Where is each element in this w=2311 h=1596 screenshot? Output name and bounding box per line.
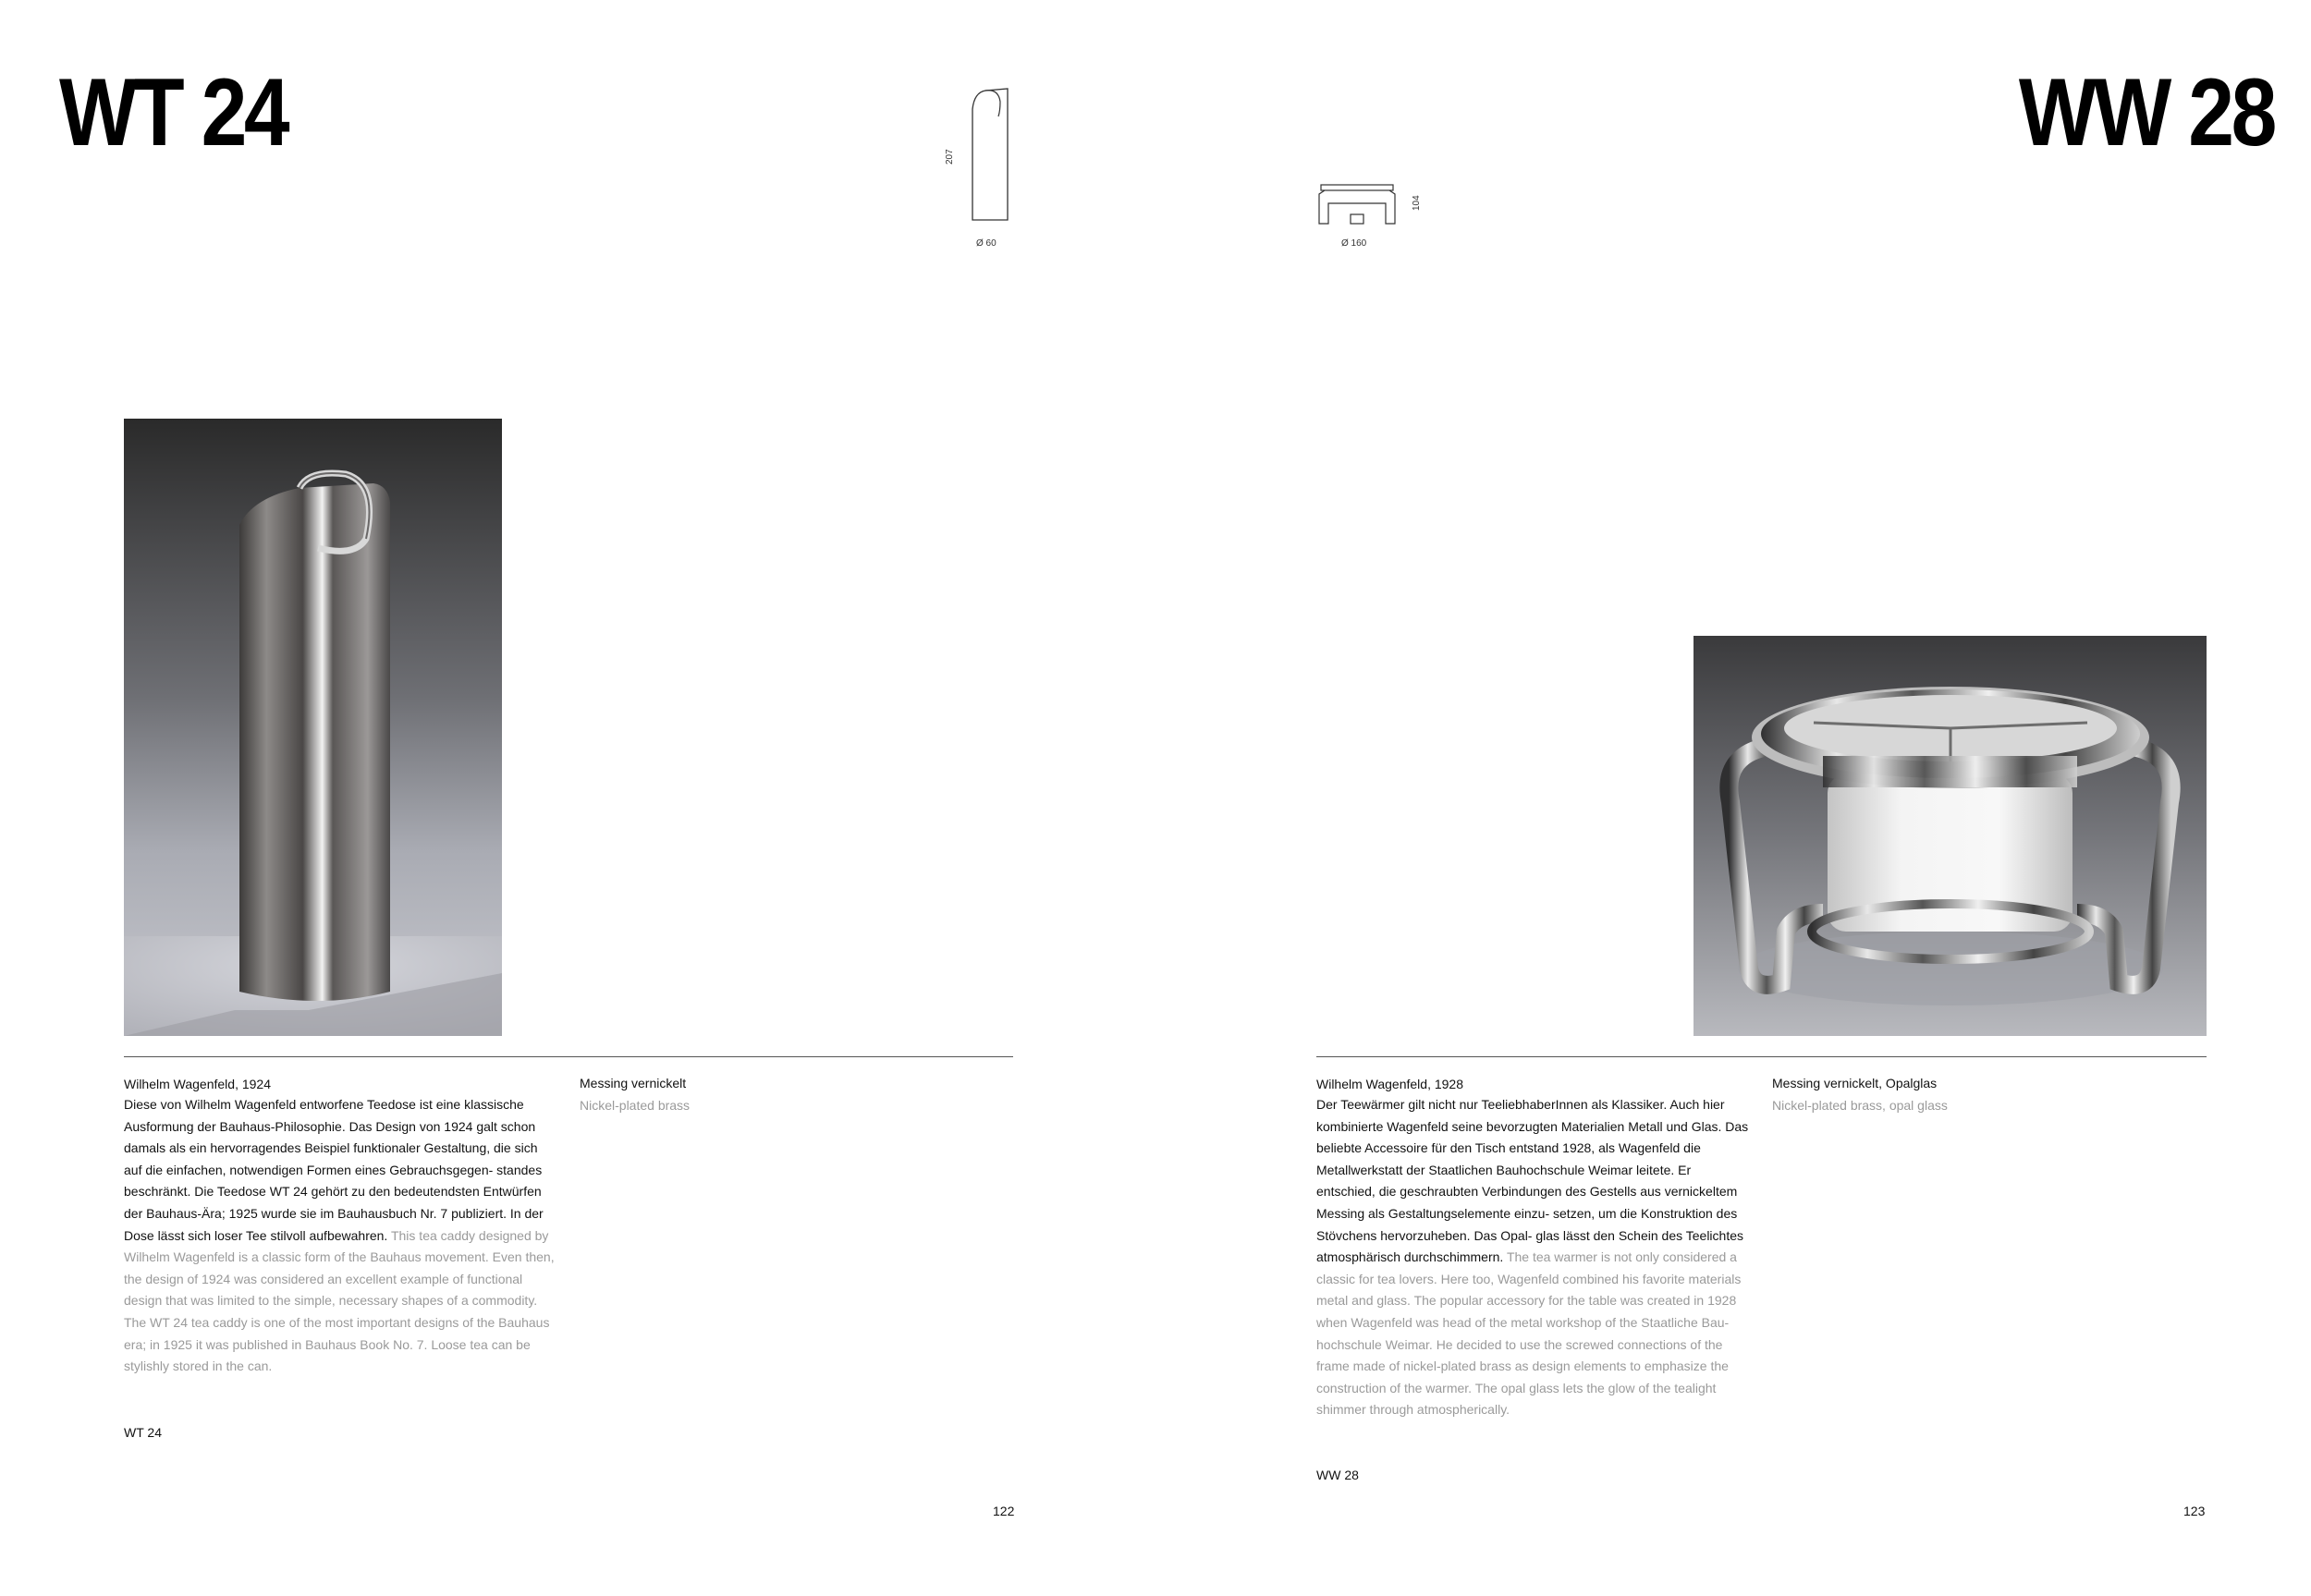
page-title: WT 24 <box>59 59 287 166</box>
tea-warmer-outline-icon <box>1315 181 1399 233</box>
sketch-height-label: 104 <box>1412 195 1422 211</box>
material-english: Nickel-plated brass <box>580 1097 691 1113</box>
sketch-height-label: 207 <box>945 149 955 164</box>
material-info <box>1772 1073 1948 1116</box>
description-english: The tea warmer is not only considered a classic for tea lovers. Here too, Wagenfeld combined his favorite materials metal and glass. The popular accessory for the table was created in 1928 when Wagenfeld was head of the metal workshop of the Staatliche Bau- hochschule Weimar. He decided to use the screwed connections of the frame made of nickel-plated brass as design elements to emphasize the construction of the warmer. The opal glass lets the glow of the tealight shimmer through atmospherically. <box>1316 1249 1742 1418</box>
page-number: 123 <box>2183 1504 2206 1518</box>
description-english: This tea caddy designed by Wilhelm Wagenfeld is a classic form of the Bauhaus movement. Even then, the design of 1924 was considered an excellent example of functional design that was limited to the simple, necessary shapes of a commodity. The WT 24 tea caddy is one of the most important designs of the Bauhaus era; in 1925 it was published in Bauhaus Book No. 7. Loose tea can be stylishly stored in the can. <box>124 1227 555 1374</box>
product-sketch <box>1315 181 1399 233</box>
material-german: Messing vernickelt, Opalglas <box>1772 1076 1938 1090</box>
section-divider <box>1316 1056 2207 1057</box>
tea-caddy-outline-icon <box>961 83 1017 231</box>
designer-credit: Wilhelm Wagenfeld, 1928 <box>1316 1077 1464 1091</box>
page-title: WW 28 <box>2019 59 2274 166</box>
product-photo <box>1694 636 2207 1036</box>
material-german: Messing vernickelt <box>580 1076 687 1090</box>
sketch-diameter-label: Ø 60 <box>976 238 997 249</box>
description-german: Der Teewärmer gilt nicht nur TeeliebhaberInnen als Klassiker. Auch hier kombinierte Wagenfeld seine bevorzugten Materialien Metall und Glas. Das beliebte Accessoire für den Tisch entstand 1928, als Wagenfeld die Metallwerkstatt der Staatlichen Bauhochschule Weimar leitete. Er entschied, die geschraubten Verbindungen des Gestells aus vernickeltem Messing als Gestaltungselemente einzu- setzen, um die Konstruktion des Stövchens hervorzuheben. Das Opal- glas lässt den Schein des Teelichtes atmosphärisch durchschimmern. <box>1316 1097 1749 1265</box>
material-info <box>580 1073 690 1116</box>
model-code: WW 28 <box>1316 1468 1359 1482</box>
product-photo <box>124 419 502 1036</box>
product-description <box>1316 1094 1751 1421</box>
page-number: 122 <box>993 1504 1015 1518</box>
section-divider <box>124 1056 1013 1057</box>
material-english: Nickel-plated brass, opal glass <box>1772 1097 1948 1113</box>
model-code: WT 24 <box>124 1425 162 1440</box>
designer-credit: Wilhelm Wagenfeld, 1924 <box>124 1077 272 1091</box>
product-description <box>124 1094 558 1378</box>
description-german: Diese von Wilhelm Wagenfeld entworfene Teedose ist eine klassische Ausformung der Bauhaus-Philosophie. Das Design von 1924 galt schon damals als ein hervorragendes Beispiel funktionaler Gestaltung, die sich auf die einfachen, notwendigen Formen eines Gebrauchsgegen- standes beschränkt. Die Teedose WT 24 gehört zu den bedeutendsten Entwürfen der Bauhaus-Ära; 1925 wurde sie im Bauhausbuch Nr. 7 publiziert. In der Dose lässt sich loser Tee stilvoll aufbewahren. <box>124 1097 544 1243</box>
product-sketch <box>961 83 1017 231</box>
sketch-diameter-label: Ø 160 <box>1341 238 1367 249</box>
